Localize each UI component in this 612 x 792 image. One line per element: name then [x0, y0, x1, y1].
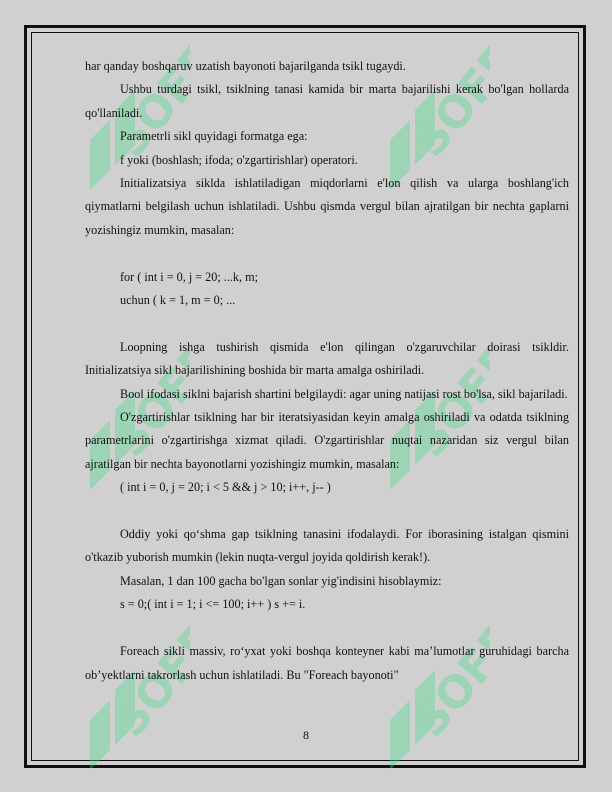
paragraph: Parametrli sikl quyidagi formatga ega: [120, 129, 308, 144]
blank-line [85, 617, 569, 640]
svg-text:SOFF: SOFF [404, 340, 490, 468]
paragraph: Masalan, 1 dan 100 gacha bo'lgan sonlar yig'indisini hisoblaymiz: [120, 573, 442, 588]
document-body [85, 55, 569, 687]
code-line: ( int i = 0, j = 20; i < 5 && j > 10; i++, j-- ) [120, 480, 331, 495]
code-line: for ( int i = 0, j = 20; ...k, m; [120, 269, 258, 284]
code-line: s = 0;( int i = 1; i <= 100; i++ ) s += i. [120, 597, 306, 612]
paragraph: f yoki (boshlash; ifoda; o'zgartirishlar) operatori. [120, 152, 358, 167]
paragraph: O'zgartirishlar tsiklning har bir iteratsiyasidan keyin amalga oshiriladi va odatda tsiklning parametrlarini o'zgartirishga xizmat qiladi. O'zgartirishlar nuqtai nazaridan siz vergul bilan ajratilgan bir nechta bayonotlarni yozishingiz mumkin, masalan: [85, 410, 569, 471]
svg-text:SOFF: SOFF [404, 620, 490, 748]
paragraph: Bool ifodasi siklni bajarish shartini belgilaydi: agar uning natijasi rost bo'lsa, sikl bajariladi. [120, 386, 568, 401]
paragraph: har qanday boshqaruv uzatish bayonoti bajarilganda tsikl tugaydi. [85, 59, 406, 73]
paragraph: Ushbu turdagi tsikl, tsiklning tanasi kamida bir marta bajarilishi kerak bo'lgan hollarda qo'llaniladi. [85, 82, 569, 120]
page-number: 8 [303, 728, 309, 742]
svg-text:SOFF: SOFF [404, 40, 490, 168]
blank-line [85, 500, 569, 523]
paragraph: Foreach sikli massiv, ro‘yxat yoki boshqa konteyner kabi ma’lumotlar guruhidagi barcha ob’yektlarni takrorlash uchun ishlatiladi. Bu "Foreach bayonoti" [85, 644, 569, 682]
paragraph: Oddiy yoki qo‘shma gap tsiklning tanasini ifodalaydi. For iborasining istalgan qismini o'tkazib yuborish mumkin (lekin nuqta-vergul joyida qoldirish kerak!). [85, 527, 569, 565]
code-line: uchun ( k = 1, m = 0; ... [120, 293, 236, 308]
svg-text:SOFF: SOFF [104, 620, 190, 748]
paragraph: Initializatsiya siklda ishlatiladigan miqdorlarni e'lon qilish va ularga boshlang'ich qiymatlarni belgilash uchun ishlatiladi. Ushbu qismda vergul bilan ajratilgan bir nechta gaplarni yozishingiz mumkin, masalan: [85, 176, 569, 237]
svg-text:SOFF: SOFF [104, 340, 190, 468]
svg-text:SOFF: SOFF [104, 40, 190, 168]
paragraph: Loopning ishga tushirish qismida e'lon qilingan o'zgaruvchilar doirasi tsikldir. Initializatsiya sikl bajarilishining boshida bir marta amalga oshiriladi. [85, 339, 569, 378]
blank-line [85, 242, 569, 265]
blank-line [85, 312, 569, 335]
